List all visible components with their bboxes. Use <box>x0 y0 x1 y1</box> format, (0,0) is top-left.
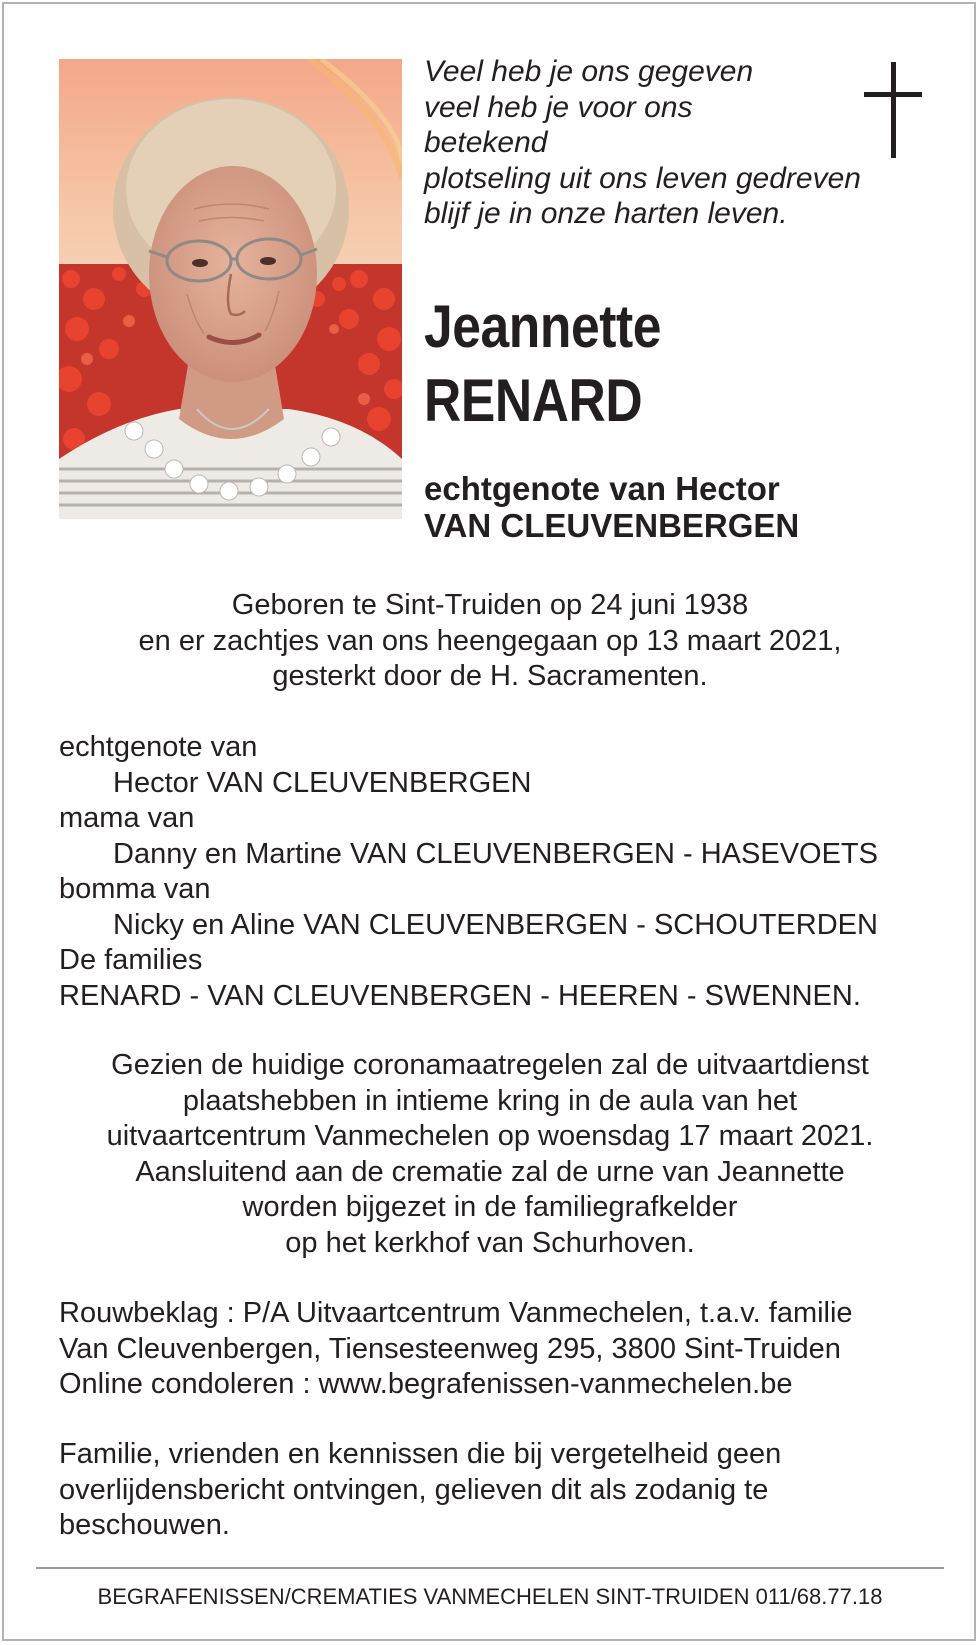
funeral-line: Aansluitend aan de crematie zal de urne van Jeannette <box>135 1155 845 1188</box>
spouse-line: echtgenote van Hector <box>424 470 780 507</box>
info-line: en er zachtjes van ons heengegaan op 13 maart 2021, <box>138 624 842 657</box>
relative-line: Hector VAN CLEUVENBERGEN <box>113 766 532 799</box>
info-line: gesterkt door de H. Sacramenten. <box>272 660 708 692</box>
memorial-poem <box>424 54 894 232</box>
notice-text <box>59 1437 781 1544</box>
relative-line: De families <box>59 944 203 976</box>
deceased-name <box>424 290 661 438</box>
funeral-line: Gezien de huidige coronamaatregelen zal de uitvaartdienst <box>111 1049 869 1081</box>
footer-divider <box>36 1567 944 1569</box>
condolence-info <box>59 1296 853 1403</box>
funeral-line: worden bijgezet in de familiegrafkelder <box>242 1191 738 1223</box>
info-line: Geboren te Sint-Truiden op 24 juni 1938 <box>231 589 749 621</box>
first-name: Jeannette <box>424 293 662 360</box>
relative-line: echtgenote van <box>59 731 258 763</box>
spouse-line: VAN CLEUVENBERGEN <box>424 507 800 544</box>
condolence-line: Rouwbeklag : P/A Uitvaartcentrum Vanmechelen, t.a.v. familie <box>59 1297 853 1329</box>
notice-line: Familie, vrienden en kennissen die bij vergetelheid geen <box>59 1438 782 1470</box>
relative-line: Nicky en Aline VAN CLEUVENBERGEN - SCHOUTERDEN <box>113 908 878 941</box>
relative-line: RENARD - VAN CLEUVENBERGEN - HEEREN - SWENNEN. <box>59 979 861 1012</box>
relative-line: mama van <box>59 802 195 834</box>
funeral-details <box>0 1048 980 1261</box>
funeral-line: plaatshebben in intieme kring in de aula van het <box>182 1084 798 1117</box>
poem-line: blijf je in onze harten leven. <box>424 197 788 230</box>
relative-line: bomma van <box>59 873 211 905</box>
notice-line: beschouwen. <box>59 1509 230 1541</box>
poem-line: Veel heb je ons gegeven <box>424 55 754 88</box>
condolence-line: Online condoleren : www.begrafenissen-vanmechelen.be <box>59 1368 793 1400</box>
poem-line: veel heb je voor ons <box>424 90 693 124</box>
poem-line: betekend <box>424 126 548 159</box>
funeral-home-footer: BEGRAFENISSEN/CREMATIES VANMECHELEN SINT-TRUIDEN 011/68.77.18 <box>97 1584 883 1609</box>
notice-line: overlijdensbericht ontvingen, gelieven dit als zodanig te <box>59 1473 769 1506</box>
relative-line: Danny en Martine VAN CLEUVENBERGEN - HASEVOETS <box>113 837 878 870</box>
last-name: RENARD <box>424 367 643 434</box>
poem-line: plotseling uit ons leven gedreven <box>424 161 861 195</box>
condolence-line: Van Cleuvenbergen, Tiensesteenweg 295, 3800 Sint-Truiden <box>59 1332 841 1365</box>
spouse-heading <box>424 470 799 544</box>
cross-icon <box>864 62 922 158</box>
portrait-photo <box>59 59 402 519</box>
funeral-line: uitvaartcentrum Vanmechelen op woensdag 17 maart 2021. <box>106 1120 874 1152</box>
funeral-line: op het kerkhof van Schurhoven. <box>285 1226 695 1259</box>
relatives-list <box>59 730 878 1014</box>
birth-death-info <box>0 588 980 695</box>
